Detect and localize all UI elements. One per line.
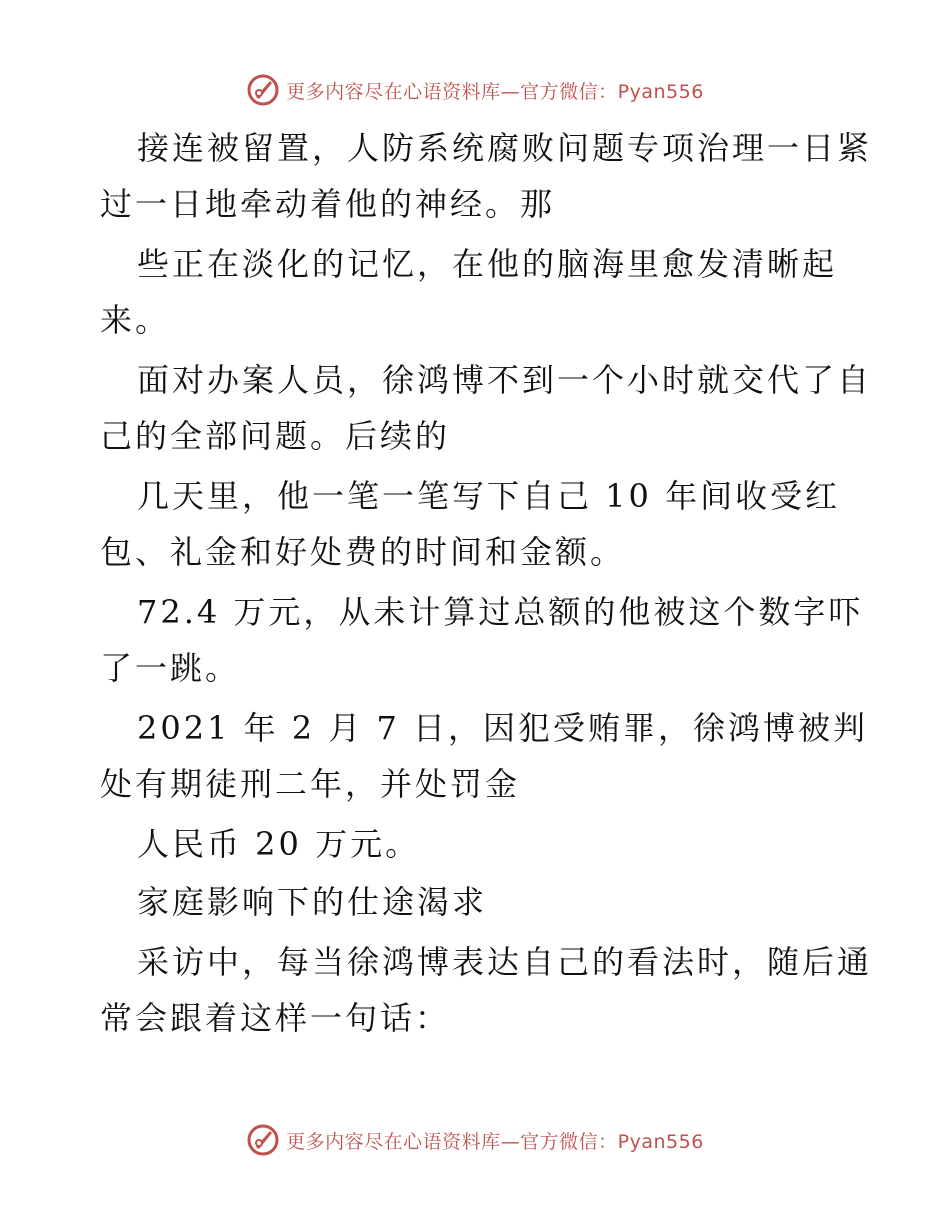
section-heading: 家庭影响下的仕途渴求	[137, 883, 488, 921]
watermark-text: 更多内容尽在心语资料库—官方微信：Pyan556	[286, 80, 704, 103]
text-line: 包、礼金和好处费的时间和金额。	[100, 533, 626, 571]
text-line: 常会跟着这样一句话：	[100, 999, 451, 1037]
header-watermark	[0, 70, 950, 110]
text-line: 2021 年 2 月 7 日，因犯受贿罪，徐鸿博被判	[137, 709, 869, 747]
text-line: 面对办案人员，徐鸿博不到一个小时就交代了自	[137, 361, 873, 399]
text-line: 采访中，每当徐鸿博表达自己的看法时，随后通	[137, 943, 873, 981]
watermark-text: 更多内容尽在心语资料库—官方微信：Pyan556	[286, 1130, 704, 1153]
footer-watermark	[0, 1120, 950, 1160]
logo-icon	[246, 1123, 280, 1157]
text-line: 来。	[100, 301, 171, 339]
text-line: 人民币 20 万元。	[137, 825, 421, 863]
text-line: 接连被留置，人防系统腐败问题专项治理一日紧	[137, 129, 873, 167]
text-line: 几天里，他一笔一笔写下自己 10 年间收受红	[137, 477, 841, 515]
text-line: 72.4 万元，从未计算过总额的他被这个数字吓	[137, 593, 864, 631]
text-line: 处有期徒刑二年，并处罚金	[100, 765, 521, 803]
text-line: 些正在淡化的记忆，在他的脑海里愈发清晰起	[137, 245, 838, 283]
text-line: 己的全部问题。后续的	[100, 417, 451, 455]
text-line: 过一日地牵动着他的神经。那	[100, 185, 556, 223]
logo-icon	[246, 73, 280, 107]
text-line: 了一跳。	[100, 649, 241, 687]
